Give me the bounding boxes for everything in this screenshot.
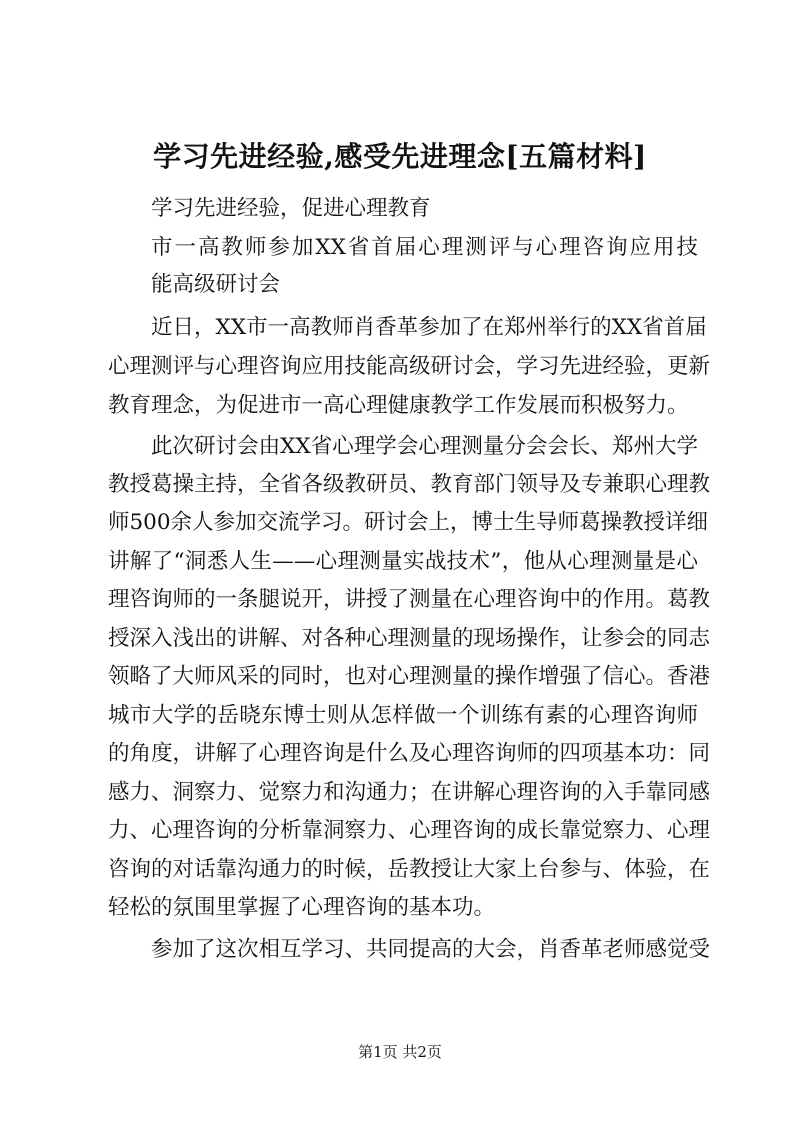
body-line: 咨询的对话靠沟通力的时候，岳教授让大家上台参与、体验，在 [108,857,711,882]
subtitle-line: 市一高教师参加XX省首届心理测评与心理咨询应用技 [151,235,698,260]
subtitle-line: 能高级研讨会 [151,272,281,297]
body-line: 的角度，讲解了心理咨询是什么及心理咨询师的四项基本功：同 [108,741,711,766]
body-line: 讲解了“洞悉人生——心理测量实战技术”，他从心理测量是心 [108,549,698,574]
body-line: 感力、洞察力、觉察力和沟通力；在讲解心理咨询的入手靠同感 [108,780,711,805]
body-line: 城市大学的岳晓东博士则从怎样做一个训练有素的心理咨询师 [108,703,698,728]
body-line: 轻松的氛围里掌握了心理咨询的基本功。 [108,895,496,920]
body-line: 此次研讨会由XX省心理学会心理测量分会会长、郑州大学 [151,434,698,459]
body-line: 理咨询师的一条腿说开，讲授了测量在心理咨询中的作用。葛教 [108,587,711,612]
body-line: 教授葛操主持，全省各级教研员、教育部门领导及专兼职心理教 [108,472,711,497]
body-line: 参加了这次相互学习、共同提高的大会，肖香革老师感觉受 [151,937,711,962]
body-line: 领略了大师风采的同时，也对心理测量的操作增强了信心。香港 [108,664,711,689]
body-line: 近日，XX市一高教师肖香革参加了在郑州举行的XX省首届 [151,315,707,340]
body-line: 力、心理咨询的分析靠洞察力、心理咨询的成长靠觉察力、心理 [108,818,711,843]
document-title: 学习先进经验,感受先进理念[五篇材料] [153,140,647,173]
body-line: 师500余人参加交流学习。研讨会上，博士生导师葛操教授详细 [108,510,709,535]
body-line: 心理测评与心理咨询应用技能高级研讨会，学习先进经验，更新 [108,354,711,379]
page-footer: 第1页 共2页 [358,1043,442,1061]
body-line: 教育理念，为促进市一高心理健康教学工作发展而积极努力。 [108,393,689,418]
body-line: 授深入浅出的讲解、对各种心理测量的现场操作，让参会的同志 [108,626,711,651]
subtitle-line: 学习先进经验，促进心理教育 [151,196,431,221]
